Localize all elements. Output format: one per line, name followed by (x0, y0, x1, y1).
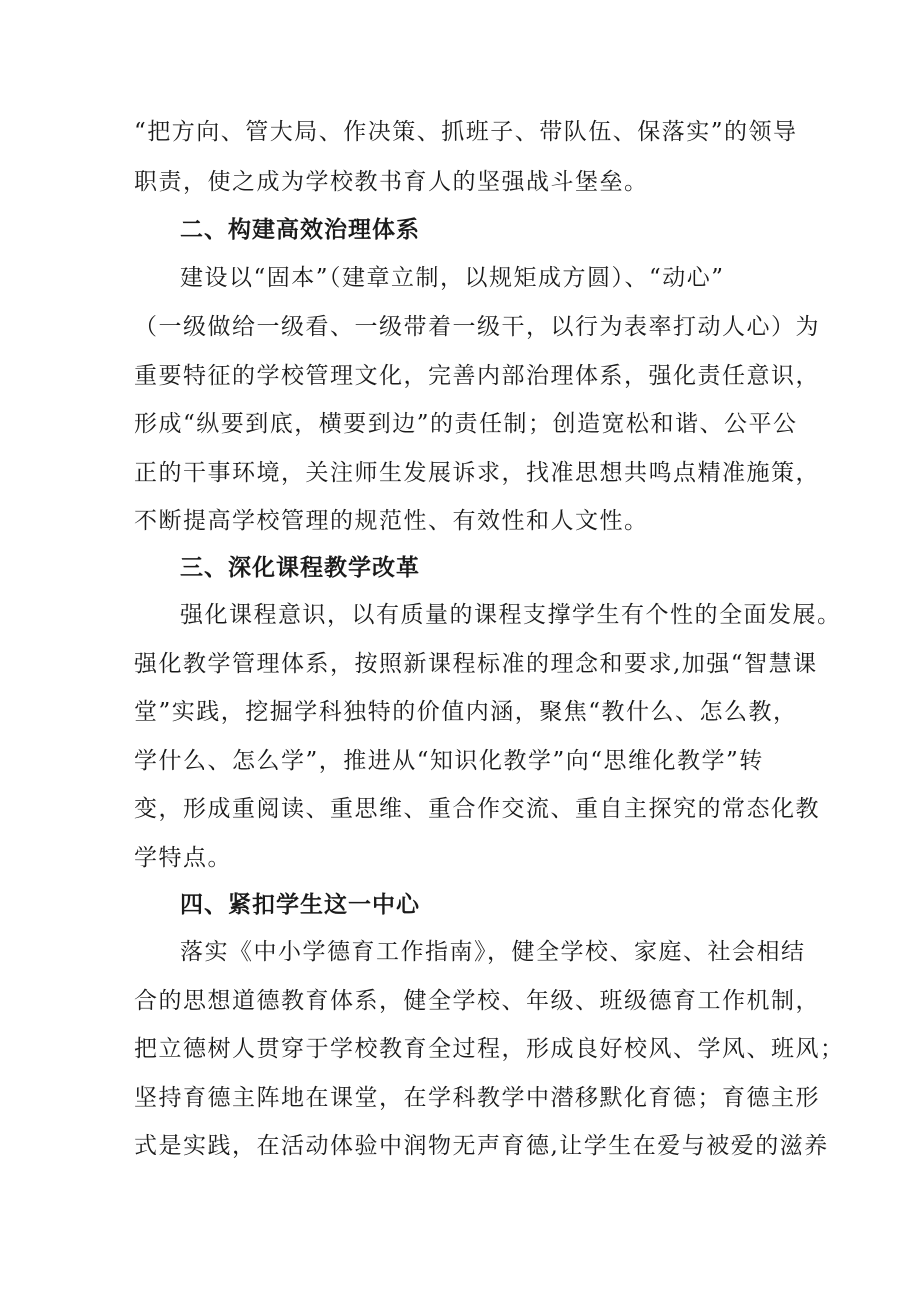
section-2-heading: 二、构建高效治理体系 (180, 217, 420, 243)
section-3-line-6: 学特点。 (134, 845, 232, 871)
section-2-line-5: 正的干事环境，关注师生发展诉求，找准思想共鸣点精准施策， (134, 460, 820, 486)
section-4-line-2: 合的思想道德教育体系，健全学校、年级、班级德育工作机制， (134, 988, 820, 1014)
section-2-line-2: （一级做给一级看、一级带着一级干，以行为表率打动人心）为 (134, 314, 820, 340)
section-2-line-3: 重要特征的学校管理文化，完善内部治理体系，强化责任意识， (134, 363, 820, 389)
intro-line-1: “把方向、管大局、作决策、抓班子、带队伍、保落实”的领导 (134, 119, 798, 145)
section-3-line-5: 变，形成重阅读、重思维、重合作交流、重自主探究的常态化教 (134, 796, 820, 822)
section-2-line-1: 建设以“固本”（建章立制，以规矩成方圆）、“动心” (180, 265, 725, 291)
section-3-line-3: 堂”实践，挖掘学科独特的价值内涵，聚焦“教什么、怎么教， (134, 699, 798, 725)
section-4-line-3: 把立德树人贯穿于学校教育全过程，形成良好校风、学风、班风； (134, 1036, 845, 1062)
section-4-heading: 四、紧扣学生这一中心 (180, 892, 420, 918)
section-3-line-1: 强化课程意识，以有质量的课程支撑学生有个性的全面发展。 (180, 602, 842, 628)
intro-line-2: 职责，使之成为学校教书育人的坚强战斗堡垒。 (134, 169, 649, 195)
section-3-line-4: 学什么、怎么学”，推进从“知识化教学”向“思维化教学”转 (134, 748, 764, 774)
section-4-line-4: 坚持育德主阵地在课堂，在学科教学中潜移默化育德；育德主形 (134, 1085, 820, 1111)
section-4-line-5: 式是实践，在活动体验中润物无声育德,让学生在爱与被爱的滋养 (134, 1133, 829, 1159)
section-3-heading: 三、深化课程教学改革 (180, 555, 420, 581)
section-2-line-4: 形成“纵要到底，横要到边”的责任制；创造宽松和谐、公平公 (134, 411, 798, 437)
section-2-line-6: 不断提高学校管理的规范性、有效性和人文性。 (134, 508, 649, 534)
section-4-line-1: 落实《中小学德育工作指南》，健全学校、家庭、社会相结 (180, 939, 806, 965)
section-3-line-2: 强化教学管理体系，按照新课程标准的理念和要求,加强“智慧课 (134, 651, 818, 677)
